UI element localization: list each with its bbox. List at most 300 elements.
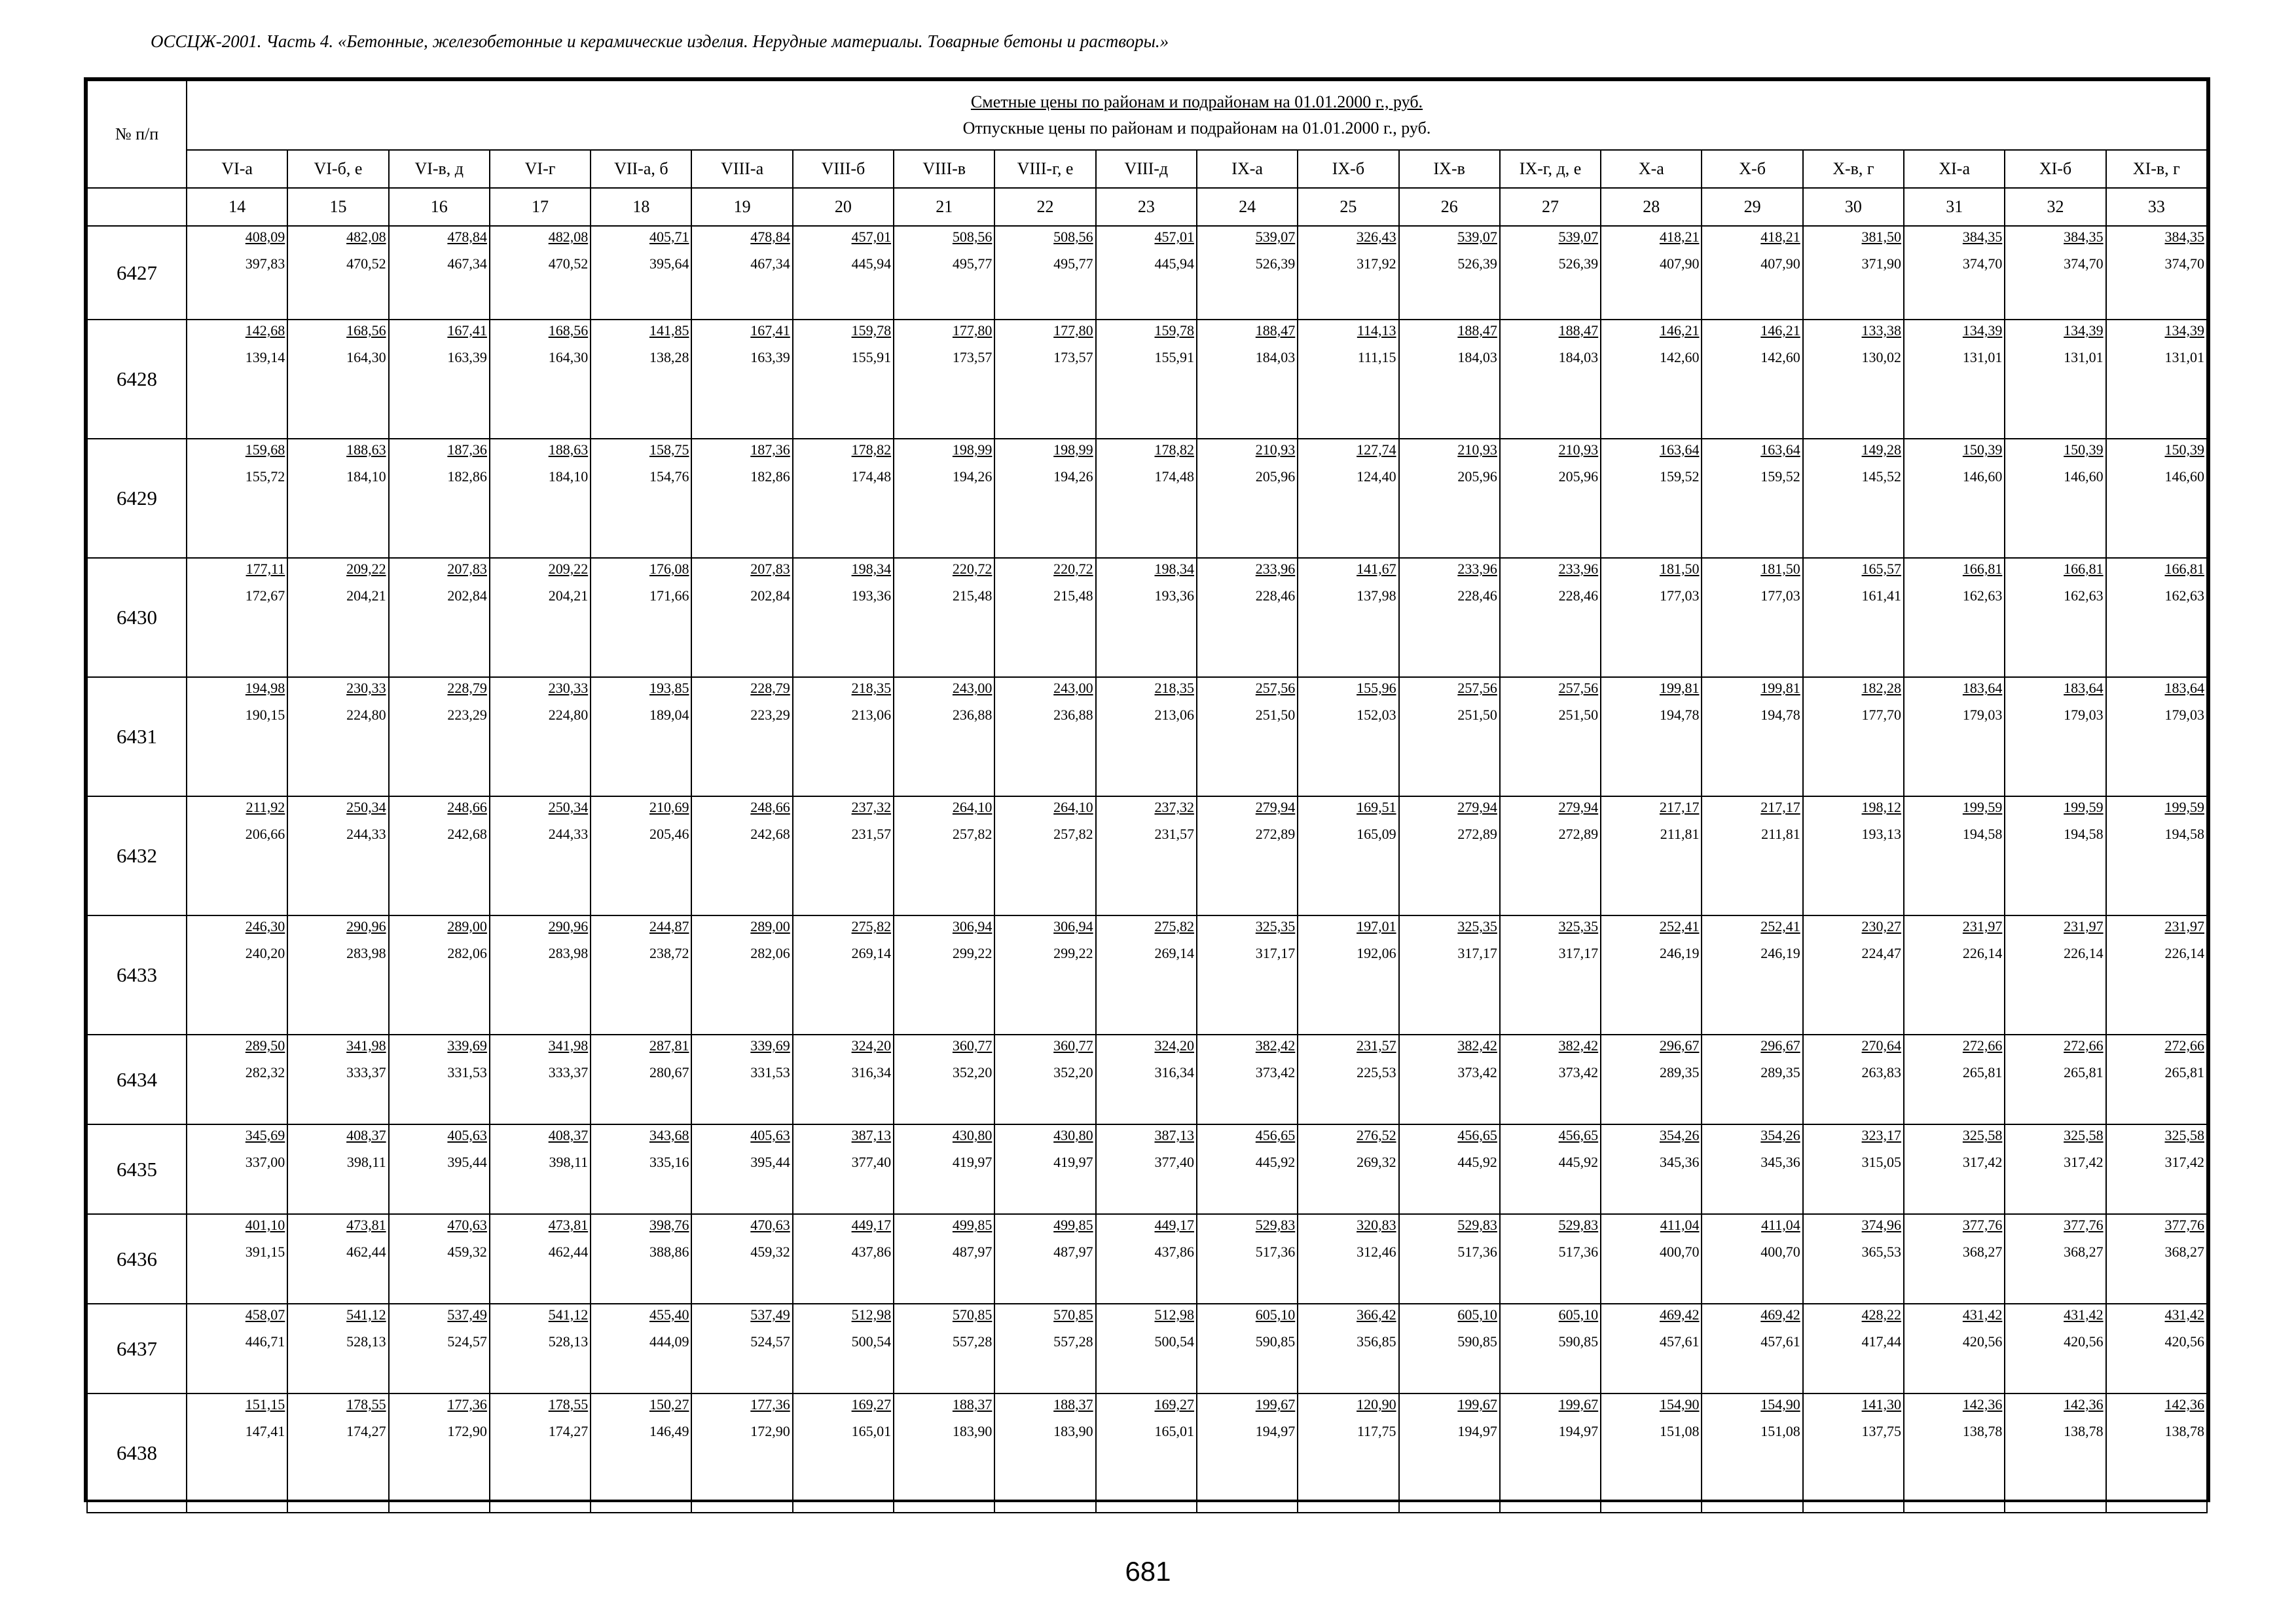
estimate-price: 193,85 (649, 680, 689, 696)
estimate-price: 230,33 (548, 680, 589, 696)
release-price: 407,90 (1760, 255, 1800, 272)
price-cell (187, 1124, 287, 1214)
estimate-price: 539,07 (1457, 229, 1497, 245)
price-cell (1803, 320, 1904, 439)
release-price: 223,29 (447, 707, 487, 723)
release-price: 146,60 (2064, 468, 2104, 485)
price-cell (389, 558, 490, 677)
release-price: 206,66 (245, 826, 285, 842)
estimate-price: 508,56 (952, 229, 993, 245)
price-cell (287, 915, 388, 1035)
release-price: 282,06 (750, 945, 790, 961)
release-price: 172,67 (245, 587, 285, 604)
estimate-price: 320,83 (1357, 1217, 1396, 1233)
price-cell (490, 1304, 591, 1393)
price-cell (287, 796, 388, 915)
release-price: 257,82 (952, 826, 993, 842)
release-price: 272,89 (1558, 826, 1599, 842)
column-number: 21 (894, 188, 994, 226)
release-price: 244,33 (548, 826, 589, 842)
estimate-price: 198,34 (851, 561, 892, 577)
page-number: 681 (1125, 1556, 1171, 1587)
column-number: 29 (1702, 188, 1802, 226)
price-cell (2106, 1035, 2207, 1124)
release-price: 272,89 (1255, 826, 1296, 842)
estimate-price: 341,98 (346, 1037, 386, 1054)
release-price: 517,36 (1457, 1244, 1497, 1260)
release-price: 289,35 (1659, 1064, 1700, 1080)
release-price: 365,53 (1861, 1244, 1902, 1260)
zone-header: X-б (1702, 150, 1802, 188)
zone-header: VIII-в (894, 150, 994, 188)
release-price: 400,70 (1659, 1244, 1700, 1260)
price-cell (691, 1214, 792, 1304)
estimate-price: 478,84 (750, 229, 790, 245)
release-price: 317,42 (2164, 1154, 2204, 1170)
estimate-price: 199,59 (2064, 799, 2104, 815)
price-cell (1399, 1393, 1500, 1513)
release-price: 211,81 (1761, 826, 1800, 842)
release-price: 224,80 (346, 707, 386, 723)
estimate-price: 231,57 (1357, 1037, 1396, 1054)
price-cell (894, 226, 994, 320)
release-price: 419,97 (952, 1154, 993, 1170)
release-price: 138,78 (2164, 1423, 2204, 1439)
release-price: 159,52 (1659, 468, 1700, 485)
release-price: 528,13 (548, 1333, 589, 1350)
zone-header: IX-б (1298, 150, 1398, 188)
release-price: 194,58 (1962, 826, 2003, 842)
estimate-price: 537,49 (750, 1306, 790, 1323)
release-price: 395,44 (447, 1154, 487, 1170)
price-cell (1298, 320, 1398, 439)
estimate-price: 250,34 (346, 799, 386, 815)
estimate-price: 401,10 (245, 1217, 285, 1233)
zone-header: VIII-д (1096, 150, 1197, 188)
estimate-price: 512,98 (851, 1306, 892, 1323)
estimate-price: 366,42 (1357, 1306, 1396, 1323)
price-cell (1803, 558, 1904, 677)
release-price: 317,42 (2064, 1154, 2104, 1170)
price-cell (994, 320, 1095, 439)
price-cell (1601, 558, 1702, 677)
price-cell (1500, 915, 1601, 1035)
estimate-price: 455,40 (649, 1306, 689, 1323)
release-price: 215,48 (952, 587, 993, 604)
price-cell (1904, 1124, 2005, 1214)
estimate-price: 499,85 (1053, 1217, 1093, 1233)
price-cell (490, 439, 591, 558)
estimate-price: 159,68 (245, 441, 285, 458)
estimate-price: 431,42 (2164, 1306, 2204, 1323)
estimate-price: 382,42 (1558, 1037, 1599, 1054)
estimate-price: 570,85 (1053, 1306, 1093, 1323)
zone-header: VI-б, е (287, 150, 388, 188)
price-cell (1399, 558, 1500, 677)
price-cell (287, 1393, 388, 1513)
estimate-price: 499,85 (952, 1217, 993, 1233)
price-cell (1904, 677, 2005, 796)
release-price: 131,01 (2164, 349, 2204, 365)
price-cell (1399, 677, 1500, 796)
price-cell (994, 439, 1095, 558)
estimate-price: 456,65 (1255, 1127, 1296, 1143)
price-cell (894, 558, 994, 677)
price-cell (994, 915, 1095, 1035)
release-price: 184,03 (1457, 349, 1497, 365)
price-cell (1601, 1124, 1702, 1214)
price-cell (490, 320, 591, 439)
price-cell (1904, 1304, 2005, 1393)
price-cell (793, 226, 894, 320)
price-cell (389, 439, 490, 558)
estimate-price: 529,83 (1255, 1217, 1296, 1233)
price-cell (1601, 1035, 1702, 1124)
estimate-price: 178,82 (851, 441, 892, 458)
release-price: 373,42 (1255, 1064, 1296, 1080)
estimate-price: 210,93 (1558, 441, 1599, 458)
release-price: 269,14 (1154, 945, 1194, 961)
price-cell (1197, 915, 1298, 1035)
price-cell (591, 320, 691, 439)
release-price: 172,90 (447, 1423, 487, 1439)
release-price: 388,86 (649, 1244, 689, 1260)
estimate-price: 220,72 (952, 561, 993, 577)
estimate-price: 199,59 (1962, 799, 2003, 815)
release-price: 231,57 (1154, 826, 1194, 842)
price-cell (1197, 1124, 1298, 1214)
estimate-price: 570,85 (952, 1306, 993, 1323)
price-cell (1399, 226, 1500, 320)
table-row (87, 796, 2207, 915)
release-price: 244,33 (346, 826, 386, 842)
price-cell (1904, 1214, 2005, 1304)
estimate-price: 264,10 (1053, 799, 1093, 815)
price-cell (1702, 226, 1802, 320)
release-price: 151,08 (1659, 1423, 1700, 1439)
estimate-price: 237,32 (1154, 799, 1194, 815)
estimate-price: 405,71 (649, 229, 689, 245)
release-price: 164,30 (548, 349, 589, 365)
release-price: 215,48 (1053, 587, 1093, 604)
price-cell (1601, 226, 1702, 320)
estimate-price: 217,17 (1659, 799, 1700, 815)
price-cell (1399, 1124, 1500, 1214)
estimate-price: 218,35 (851, 680, 892, 696)
release-price: 517,36 (1255, 1244, 1296, 1260)
release-price: 282,06 (447, 945, 487, 961)
release-price: 269,32 (1357, 1154, 1396, 1170)
release-price: 142,60 (1760, 349, 1800, 365)
estimate-price: 326,43 (1357, 229, 1396, 245)
release-price: 333,37 (548, 1064, 589, 1080)
release-price: 280,67 (649, 1064, 689, 1080)
price-cell (994, 1124, 1095, 1214)
row-number-header: № п/п (87, 81, 187, 188)
estimate-price: 198,34 (1154, 561, 1194, 577)
release-price: 183,90 (1053, 1423, 1093, 1439)
release-price: 444,09 (649, 1333, 689, 1350)
price-cell (1096, 1393, 1197, 1513)
estimate-price: 287,81 (649, 1037, 689, 1054)
estimate-price: 431,42 (2064, 1306, 2104, 1323)
release-price: 459,32 (447, 1244, 487, 1260)
price-cell (287, 320, 388, 439)
table-row (87, 1035, 2207, 1124)
price-cell (389, 1035, 490, 1124)
release-price: 213,06 (1154, 707, 1194, 723)
estimate-price: 188,47 (1558, 322, 1599, 339)
release-price: 397,83 (245, 255, 285, 272)
price-cell (1702, 1214, 1802, 1304)
release-price: 395,64 (649, 255, 689, 272)
price-cell (1803, 1124, 1904, 1214)
release-price: 557,28 (1053, 1333, 1093, 1350)
estimate-price: 354,26 (1760, 1127, 1800, 1143)
estimate-price: 343,68 (649, 1127, 689, 1143)
estimate-price: 252,41 (1760, 918, 1800, 934)
estimate-price: 209,22 (548, 561, 589, 577)
price-cell (1096, 1035, 1197, 1124)
price-cell (1904, 796, 2005, 915)
release-price: 172,90 (750, 1423, 790, 1439)
estimate-price: 210,93 (1255, 441, 1296, 458)
estimate-price: 248,66 (447, 799, 487, 815)
release-price: 316,34 (1154, 1064, 1194, 1080)
price-cell (2106, 915, 2207, 1035)
estimate-price: 181,50 (1760, 561, 1800, 577)
estimate-price: 199,67 (1255, 1396, 1296, 1412)
price-cell (187, 558, 287, 677)
price-cell (287, 1035, 388, 1124)
price-cell (287, 1124, 388, 1214)
row-id: 6435 (87, 1124, 187, 1214)
price-cell (691, 677, 792, 796)
zone-header: VI-а (187, 150, 287, 188)
row-id: 6427 (87, 226, 187, 320)
release-price: 236,88 (1053, 707, 1093, 723)
table-row (87, 1124, 2207, 1214)
estimate-price: 154,90 (1659, 1396, 1700, 1412)
estimate-price: 134,39 (2164, 322, 2204, 339)
price-cell (2106, 796, 2207, 915)
release-price: 163,39 (750, 349, 790, 365)
estimate-price: 276,52 (1357, 1127, 1396, 1143)
price-cell (691, 226, 792, 320)
release-price: 283,98 (548, 945, 589, 961)
price-cell (691, 1393, 792, 1513)
price-cell (994, 1393, 1095, 1513)
price-cell (894, 915, 994, 1035)
release-price: 189,04 (649, 707, 689, 723)
price-cell (2106, 1304, 2207, 1393)
release-price: 459,32 (750, 1244, 790, 1260)
estimate-price: 408,37 (346, 1127, 386, 1143)
price-cell (1601, 1214, 1702, 1304)
price-cell (187, 1035, 287, 1124)
price-cell (287, 677, 388, 796)
estimate-price: 210,93 (1457, 441, 1497, 458)
table-row (87, 226, 2207, 320)
estimate-price: 188,47 (1255, 322, 1296, 339)
estimate-price: 482,08 (548, 229, 589, 245)
release-price: 183,90 (952, 1423, 993, 1439)
price-cell (1197, 1214, 1298, 1304)
release-price: 317,17 (1255, 945, 1296, 961)
release-price: 420,56 (2164, 1333, 2204, 1350)
release-price: 526,39 (1255, 255, 1296, 272)
release-price: 177,70 (1861, 707, 1902, 723)
estimate-price: 188,37 (952, 1396, 993, 1412)
price-cell (1399, 915, 1500, 1035)
price-table (86, 80, 2208, 1513)
table-row (87, 915, 2207, 1035)
price-cell (1096, 796, 1197, 915)
release-price: 162,63 (2164, 587, 2204, 604)
estimate-price: 341,98 (548, 1037, 589, 1054)
price-cell (591, 796, 691, 915)
zone-header: XI-б (2005, 150, 2105, 188)
price-cell (1803, 915, 1904, 1035)
estimate-price: 387,13 (851, 1127, 892, 1143)
release-price: 231,57 (851, 826, 892, 842)
price-cell (591, 439, 691, 558)
price-cell (793, 1304, 894, 1393)
estimate-price: 199,81 (1659, 680, 1700, 696)
price-cell (894, 1304, 994, 1393)
release-price: 242,68 (447, 826, 487, 842)
price-cell (1096, 320, 1197, 439)
price-cell (1399, 1214, 1500, 1304)
estimate-price: 209,22 (346, 561, 386, 577)
price-cell (591, 915, 691, 1035)
estimate-price: 233,96 (1558, 561, 1599, 577)
release-price: 517,36 (1558, 1244, 1599, 1260)
price-cell (187, 915, 287, 1035)
estimate-price: 469,42 (1659, 1306, 1700, 1323)
estimate-price: 120,90 (1357, 1396, 1396, 1412)
price-cell (1500, 1304, 1601, 1393)
release-price: 190,15 (245, 707, 285, 723)
price-cell (691, 320, 792, 439)
price-cell (2005, 226, 2105, 320)
release-price: 177,03 (1659, 587, 1700, 604)
price-cell (1904, 915, 2005, 1035)
release-price: 371,90 (1861, 255, 1902, 272)
release-price: 345,36 (1760, 1154, 1800, 1170)
release-price: 184,10 (346, 468, 386, 485)
price-cell (994, 796, 1095, 915)
release-price: 194,58 (2164, 826, 2204, 842)
price-cell (2005, 796, 2105, 915)
estimate-price: 306,94 (952, 918, 993, 934)
estimate-price: 279,94 (1558, 799, 1599, 815)
price-cell (2106, 1214, 2207, 1304)
price-cell (187, 439, 287, 558)
price-cell (490, 796, 591, 915)
estimate-price: 360,77 (1053, 1037, 1093, 1054)
estimate-price: 408,37 (548, 1127, 589, 1143)
estimate-price: 207,83 (750, 561, 790, 577)
estimate-price: 169,27 (851, 1396, 892, 1412)
price-cell (187, 1393, 287, 1513)
price-cell (994, 1214, 1095, 1304)
price-cell (691, 558, 792, 677)
price-cell (894, 796, 994, 915)
release-price: 407,90 (1659, 255, 1700, 272)
column-number: 22 (994, 188, 1095, 226)
price-cell (994, 1035, 1095, 1124)
price-cell (490, 915, 591, 1035)
estimate-price: 377,76 (2164, 1217, 2204, 1233)
release-price: 205,96 (1558, 468, 1599, 485)
price-cell (389, 1304, 490, 1393)
estimate-price: 449,17 (851, 1217, 892, 1233)
price-cell (1500, 439, 1601, 558)
estimate-price: 169,27 (1154, 1396, 1194, 1412)
estimate-price: 146,21 (1659, 322, 1700, 339)
column-number: 28 (1601, 188, 1702, 226)
price-cell (691, 796, 792, 915)
estimate-price: 141,85 (649, 322, 689, 339)
release-price: 155,72 (245, 468, 285, 485)
price-cell (1601, 915, 1702, 1035)
estimate-price: 381,50 (1861, 229, 1902, 245)
release-price: 272,89 (1457, 826, 1497, 842)
price-cell (2106, 558, 2207, 677)
release-price: 193,13 (1861, 826, 1902, 842)
price-cell (287, 558, 388, 677)
release-price: 179,03 (1962, 707, 2003, 723)
release-price: 179,03 (2064, 707, 2104, 723)
estimate-price: 233,96 (1457, 561, 1497, 577)
price-cell (1601, 439, 1702, 558)
header-row-title (87, 81, 2207, 150)
release-price: 174,27 (548, 1423, 589, 1439)
price-cell (1702, 320, 1802, 439)
estimate-price: 217,17 (1760, 799, 1800, 815)
release-price: 146,60 (2164, 468, 2204, 485)
estimate-price: 257,56 (1558, 680, 1599, 696)
price-cell (1702, 1304, 1802, 1393)
price-cell (1904, 320, 2005, 439)
release-price: 467,34 (750, 255, 790, 272)
estimate-price: 512,98 (1154, 1306, 1194, 1323)
estimate-price: 411,04 (1761, 1217, 1800, 1233)
column-number: 24 (1197, 188, 1298, 226)
price-cell (389, 1124, 490, 1214)
release-price: 138,78 (2064, 1423, 2104, 1439)
price-cell (691, 1304, 792, 1393)
price-cell (793, 677, 894, 796)
release-price: 194,26 (1053, 468, 1093, 485)
release-price: 205,96 (1255, 468, 1296, 485)
price-cell (793, 1214, 894, 1304)
release-price: 204,21 (548, 587, 589, 604)
price-cell (389, 1214, 490, 1304)
release-price: 317,92 (1357, 255, 1396, 272)
estimate-price: 167,41 (447, 322, 487, 339)
release-price: 194,58 (2064, 826, 2104, 842)
release-price: 289,35 (1760, 1064, 1800, 1080)
column-number: 15 (287, 188, 388, 226)
estimate-price: 243,00 (952, 680, 993, 696)
price-cell (691, 915, 792, 1035)
price-cell (591, 1035, 691, 1124)
estimate-price: 187,36 (750, 441, 790, 458)
release-price: 151,08 (1760, 1423, 1800, 1439)
estimate-price: 155,96 (1357, 680, 1396, 696)
